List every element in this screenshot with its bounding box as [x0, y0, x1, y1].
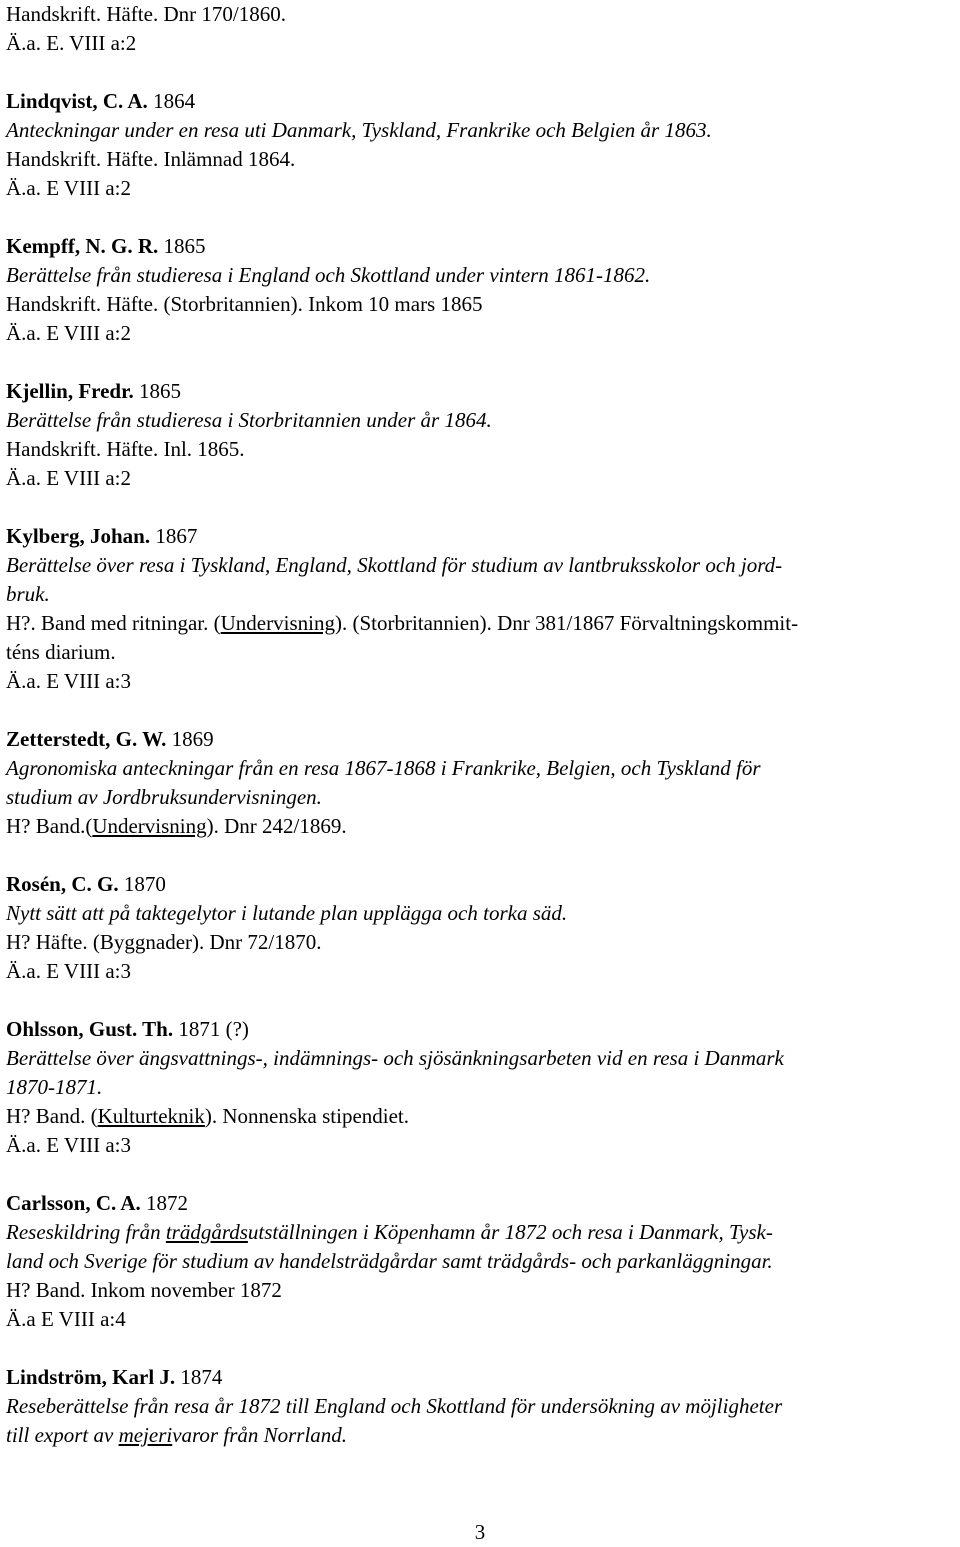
record-title: bruk.: [6, 582, 50, 606]
record-year: 1865: [133, 379, 181, 403]
record-shelfmark: Ä.a. E VIII a:2: [6, 466, 131, 490]
record-year: 1865: [158, 234, 206, 258]
record-shelfmark: Ä.a. E VIII a:2: [6, 176, 131, 200]
record-note: Handskrift. Häfte. Dnr 170/1860.: [6, 2, 286, 26]
title-text: utställningen i Köpenhamn år 1872 och resa i Danmark, Tysk-: [247, 1220, 773, 1244]
record-note: Handskrift. Häfte. (Storbritannien). Inkom 10 mars 1865: [6, 292, 483, 316]
record-heading: [6, 1363, 954, 1392]
record-note: Handskrift. Häfte. Inlämnad 1864.: [6, 147, 296, 171]
record-heading: [6, 522, 954, 551]
record-author: Kempff, N. G. R.: [6, 234, 159, 258]
record-year: 1874: [175, 1365, 223, 1389]
subject-term: Undervisning: [92, 814, 207, 838]
subject-term: Kulturteknik: [97, 1104, 205, 1128]
record-title: Berättelse över ängsvattnings-, indämnings- och sjösänkningsarbeten vid en resa i Danmark: [6, 1046, 784, 1070]
record-shelfmark: Ä.a. E VIII a:2: [6, 321, 131, 345]
record-author: Kylberg, Johan.: [6, 524, 151, 548]
subject-term: Undervisning: [220, 611, 335, 635]
record-title: Agronomiska anteckningar från en resa 1867-1868 i Frankrike, Belgien, och Tyskland för: [6, 756, 761, 780]
record-heading: [6, 232, 954, 261]
record-title: Nytt sätt att på taktegelytor i lutande plan upplägga och torka säd.: [6, 901, 568, 925]
record-note: [6, 1102, 954, 1131]
record-author: Rosén, C. G.: [6, 872, 119, 896]
note-text: H? Band.(: [6, 814, 93, 838]
record-year: 1872: [140, 1191, 189, 1215]
record-shelfmark: Ä.a. E VIII a:3: [6, 1133, 131, 1157]
record-author: Ohlsson, Gust. Th.: [6, 1017, 174, 1041]
record-heading: [6, 377, 954, 406]
record-year: 1869: [166, 727, 214, 751]
record-note: H? Häfte. (Byggnader). Dnr 72/1870.: [6, 930, 322, 954]
record-year: 1864: [147, 89, 196, 113]
record-heading: [6, 870, 954, 899]
record-title: Berättelse från studieresa i Storbritannien under år 1864.: [6, 408, 492, 432]
title-text: Reseskildring från: [6, 1220, 166, 1244]
note-text: ). (Storbritannien). Dnr 381/1867 Förvaltningskommit-: [334, 611, 799, 635]
record-shelfmark: Ä.a. E VIII a:3: [6, 959, 131, 983]
record-heading: [6, 1015, 954, 1044]
record-author: Kjellin, Fredr.: [6, 379, 134, 403]
record-title: studium av Jordbruksundervisningen.: [6, 785, 322, 809]
record-author: Zetterstedt, G. W.: [6, 727, 167, 751]
record-title: Reseberättelse från resa år 1872 till England och Skottland för undersökning av möjligheter: [6, 1394, 783, 1418]
record-title: Berättelse från studieresa i England och Skottland under vintern 1861-1862.: [6, 263, 651, 287]
record-note: [6, 812, 954, 841]
subject-term: trädgårds: [165, 1220, 248, 1244]
record-note: [6, 609, 954, 638]
record-title: land och Sverige för studium av handelsträdgårdar samt trädgårds- och parkanläggningar.: [6, 1249, 773, 1273]
record-heading: [6, 87, 954, 116]
title-text: varor från Norrland.: [172, 1423, 348, 1447]
record-author: Carlsson, C. A.: [6, 1191, 141, 1215]
record-title: [6, 1218, 954, 1247]
subject-term: mejeri: [118, 1423, 173, 1447]
record-note: Handskrift. Häfte. Inl. 1865.: [6, 437, 245, 461]
note-text: H? Band. (: [6, 1104, 98, 1128]
document-page: [6, 0, 954, 1450]
note-text: ). Nonnenska stipendiet.: [204, 1104, 410, 1128]
record-heading: [6, 725, 954, 754]
title-text: till export av: [6, 1423, 119, 1447]
record-author: Lindqvist, C. A.: [6, 89, 148, 113]
record-author: Lindström, Karl J.: [6, 1365, 176, 1389]
note-text: ). Dnr 242/1869.: [206, 814, 347, 838]
record-shelfmark: Ä.a. E. VIII a:2: [6, 31, 137, 55]
record-title: [6, 1421, 954, 1450]
record-note: H? Band. Inkom november 1872: [6, 1278, 282, 1302]
record-heading: [6, 1189, 954, 1218]
record-year: 1870: [118, 872, 166, 896]
record-shelfmark: Ä.a. E VIII a:3: [6, 669, 131, 693]
record-note: téns diarium.: [6, 640, 116, 664]
record-year: 1867: [150, 524, 198, 548]
record-shelfmark: Ä.a E VIII a:4: [6, 1307, 126, 1331]
record-title: Anteckningar under en resa uti Danmark, Tyskland, Frankrike och Belgien år 1863.: [6, 118, 712, 142]
record-year: 1871 (?): [173, 1017, 249, 1041]
page-number: 3: [474, 1520, 486, 1544]
record-title: 1870-1871.: [6, 1075, 103, 1099]
record-title: Berättelse över resa i Tyskland, England, Skottland för studium av lantbruksskolor och jord-: [6, 553, 783, 577]
note-text: H?. Band med ritningar. (: [6, 611, 221, 635]
